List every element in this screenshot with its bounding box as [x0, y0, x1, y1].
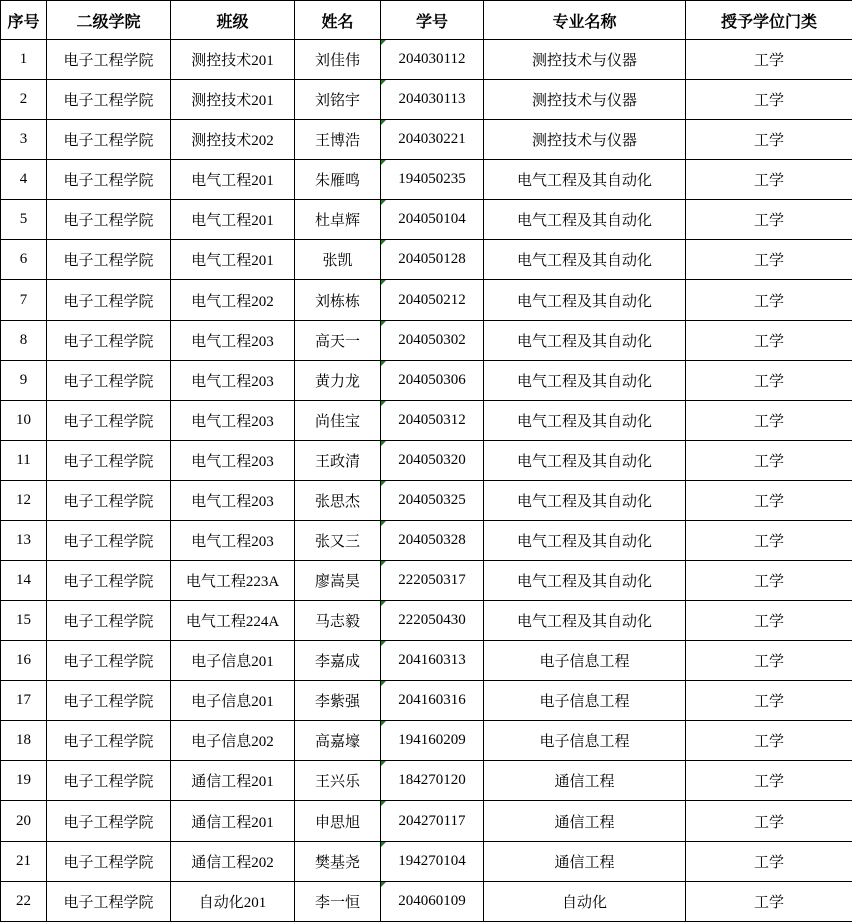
cell-class[interactable]: 电气工程201 — [171, 160, 295, 200]
number-stored-as-text-indicator-icon — [381, 321, 386, 326]
cell-index[interactable]: 17 — [1, 681, 47, 721]
cell-major[interactable]: 电气工程及其自动化 — [484, 440, 686, 480]
cell-name[interactable]: 廖嵩昊 — [295, 561, 381, 601]
header-cell-class[interactable]: 班级 — [171, 1, 295, 40]
cell-degree[interactable]: 工学 — [686, 561, 852, 601]
number-stored-as-text-indicator-icon — [381, 721, 386, 726]
cell-degree[interactable]: 工学 — [686, 200, 852, 240]
cell-name[interactable]: 尚佳宝 — [295, 400, 381, 440]
table-row — [1, 480, 852, 520]
cell-college[interactable]: 电子工程学院 — [47, 320, 171, 360]
cell-class[interactable]: 电气工程201 — [171, 200, 295, 240]
cell-degree[interactable]: 工学 — [686, 40, 852, 80]
table-row — [1, 40, 852, 80]
cell-index[interactable]: 3 — [1, 120, 47, 160]
cell-major[interactable]: 电气工程及其自动化 — [484, 320, 686, 360]
cell-name[interactable]: 李嘉成 — [295, 641, 381, 681]
cell-class[interactable]: 电子信息201 — [171, 641, 295, 681]
cell-student_id[interactable]: 222050430 — [381, 601, 484, 641]
cell-index[interactable]: 7 — [1, 280, 47, 320]
cell-index[interactable]: 1 — [1, 40, 47, 80]
cell-index[interactable]: 21 — [1, 841, 47, 881]
cell-college[interactable]: 电子工程学院 — [47, 761, 171, 801]
cell-name[interactable]: 王博浩 — [295, 120, 381, 160]
cell-degree[interactable]: 工学 — [686, 881, 852, 921]
number-stored-as-text-indicator-icon — [381, 240, 386, 245]
cell-name[interactable]: 樊基尧 — [295, 841, 381, 881]
cell-major[interactable]: 电气工程及其自动化 — [484, 160, 686, 200]
cell-student_id[interactable]: 222050317 — [381, 561, 484, 601]
cell-degree[interactable]: 工学 — [686, 160, 852, 200]
cell-student_id[interactable]: 194270104 — [381, 841, 484, 881]
cell-index[interactable]: 5 — [1, 200, 47, 240]
cell-major[interactable]: 电气工程及其自动化 — [484, 561, 686, 601]
cell-major[interactable]: 测控技术与仪器 — [484, 80, 686, 120]
cell-student_id[interactable]: 204030221 — [381, 120, 484, 160]
cell-degree[interactable]: 工学 — [686, 320, 852, 360]
table-row — [1, 120, 852, 160]
table-row — [1, 240, 852, 280]
cell-major[interactable]: 电气工程及其自动化 — [484, 200, 686, 240]
cell-class[interactable]: 电气工程223A — [171, 561, 295, 601]
cell-index[interactable]: 15 — [1, 601, 47, 641]
cell-class[interactable]: 测控技术201 — [171, 40, 295, 80]
cell-class[interactable]: 电子信息201 — [171, 681, 295, 721]
cell-degree[interactable]: 工学 — [686, 520, 852, 560]
cell-name[interactable]: 黄力龙 — [295, 360, 381, 400]
cell-name[interactable]: 高天一 — [295, 320, 381, 360]
table-row — [1, 440, 852, 480]
cell-degree[interactable]: 工学 — [686, 601, 852, 641]
cell-college[interactable]: 电子工程学院 — [47, 841, 171, 881]
number-stored-as-text-indicator-icon — [381, 801, 386, 806]
header-cell-name[interactable]: 姓名 — [295, 1, 381, 40]
cell-major[interactable]: 电子信息工程 — [484, 681, 686, 721]
cell-student_id[interactable]: 204160313 — [381, 641, 484, 681]
table-row — [1, 200, 852, 240]
header-cell-degree[interactable]: 授予学位门类 — [686, 1, 852, 40]
cell-name[interactable]: 李紫强 — [295, 681, 381, 721]
cell-college[interactable]: 电子工程学院 — [47, 681, 171, 721]
table-row — [1, 681, 852, 721]
cell-class[interactable]: 电子信息202 — [171, 721, 295, 761]
cell-student_id[interactable]: 204050320 — [381, 440, 484, 480]
cell-index[interactable]: 18 — [1, 721, 47, 761]
table-row — [1, 761, 852, 801]
cell-index[interactable]: 12 — [1, 480, 47, 520]
cell-college[interactable]: 电子工程学院 — [47, 440, 171, 480]
cell-index[interactable]: 20 — [1, 801, 47, 841]
cell-major[interactable]: 电气工程及其自动化 — [484, 520, 686, 560]
table-row — [1, 360, 852, 400]
number-stored-as-text-indicator-icon — [381, 280, 386, 285]
cell-name[interactable]: 高嘉壕 — [295, 721, 381, 761]
cell-college[interactable]: 电子工程学院 — [47, 40, 171, 80]
number-stored-as-text-indicator-icon — [381, 882, 386, 887]
table-row — [1, 721, 852, 761]
cell-index[interactable]: 10 — [1, 400, 47, 440]
table-row — [1, 80, 852, 120]
cell-class[interactable]: 电气工程203 — [171, 440, 295, 480]
cell-student_id[interactable]: 184270120 — [381, 761, 484, 801]
cell-degree[interactable]: 工学 — [686, 801, 852, 841]
table-row — [1, 841, 852, 881]
table-body — [1, 40, 852, 922]
cell-index[interactable]: 13 — [1, 520, 47, 560]
cell-college[interactable]: 电子工程学院 — [47, 280, 171, 320]
header-cell-index[interactable]: 序号 — [1, 1, 47, 40]
cell-class[interactable]: 电气工程203 — [171, 360, 295, 400]
table-row — [1, 280, 852, 320]
cell-major[interactable]: 电子信息工程 — [484, 721, 686, 761]
cell-student_id[interactable]: 204050128 — [381, 240, 484, 280]
cell-student_id[interactable]: 204030113 — [381, 80, 484, 120]
cell-name[interactable]: 刘栋栋 — [295, 280, 381, 320]
cell-major[interactable]: 测控技术与仪器 — [484, 120, 686, 160]
number-stored-as-text-indicator-icon — [381, 481, 386, 486]
cell-college[interactable]: 电子工程学院 — [47, 641, 171, 681]
cell-degree[interactable]: 工学 — [686, 761, 852, 801]
cell-class[interactable]: 电气工程201 — [171, 240, 295, 280]
cell-index[interactable]: 19 — [1, 761, 47, 801]
cell-student_id[interactable]: 204050104 — [381, 200, 484, 240]
table-row — [1, 801, 852, 841]
table-row — [1, 160, 852, 200]
cell-degree[interactable]: 工学 — [686, 721, 852, 761]
table-row — [1, 881, 852, 921]
cell-college[interactable]: 电子工程学院 — [47, 480, 171, 520]
cell-class[interactable]: 通信工程201 — [171, 801, 295, 841]
cell-class[interactable]: 电气工程202 — [171, 280, 295, 320]
cell-college[interactable]: 电子工程学院 — [47, 200, 171, 240]
cell-index[interactable]: 14 — [1, 561, 47, 601]
cell-index[interactable]: 22 — [1, 881, 47, 921]
cell-student_id[interactable]: 204050306 — [381, 360, 484, 400]
cell-degree[interactable]: 工学 — [686, 681, 852, 721]
number-stored-as-text-indicator-icon — [381, 842, 386, 847]
cell-degree[interactable]: 工学 — [686, 641, 852, 681]
cell-degree[interactable]: 工学 — [686, 360, 852, 400]
cell-index[interactable]: 4 — [1, 160, 47, 200]
cell-student_id[interactable]: 204030112 — [381, 40, 484, 80]
cell-student_id[interactable]: 204270117 — [381, 801, 484, 841]
cell-degree[interactable]: 工学 — [686, 440, 852, 480]
cell-major[interactable]: 通信工程 — [484, 801, 686, 841]
cell-index[interactable]: 11 — [1, 440, 47, 480]
table-row — [1, 320, 852, 360]
cell-name[interactable]: 杜卓辉 — [295, 200, 381, 240]
cell-index[interactable]: 2 — [1, 80, 47, 120]
cell-class[interactable]: 通信工程202 — [171, 841, 295, 881]
cell-name[interactable]: 刘铭宇 — [295, 80, 381, 120]
number-stored-as-text-indicator-icon — [381, 681, 386, 686]
cell-name[interactable]: 李一恒 — [295, 881, 381, 921]
cell-college[interactable]: 电子工程学院 — [47, 561, 171, 601]
cell-college[interactable]: 电子工程学院 — [47, 520, 171, 560]
cell-class[interactable]: 测控技术201 — [171, 80, 295, 120]
cell-class[interactable]: 通信工程201 — [171, 761, 295, 801]
table-row — [1, 400, 852, 440]
cell-degree[interactable]: 工学 — [686, 240, 852, 280]
cell-degree[interactable]: 工学 — [686, 80, 852, 120]
cell-name[interactable]: 王兴乐 — [295, 761, 381, 801]
header-cell-major[interactable]: 专业名称 — [484, 1, 686, 40]
cell-student_id[interactable]: 194050235 — [381, 160, 484, 200]
number-stored-as-text-indicator-icon — [381, 561, 386, 566]
cell-student_id[interactable]: 194160209 — [381, 721, 484, 761]
cell-student_id[interactable]: 204160316 — [381, 681, 484, 721]
number-stored-as-text-indicator-icon — [381, 80, 386, 85]
cell-name[interactable]: 朱雁鸣 — [295, 160, 381, 200]
cell-name[interactable]: 刘佳伟 — [295, 40, 381, 80]
number-stored-as-text-indicator-icon — [381, 200, 386, 205]
cell-class[interactable]: 电气工程203 — [171, 320, 295, 360]
cell-college[interactable]: 电子工程学院 — [47, 881, 171, 921]
cell-major[interactable]: 自动化 — [484, 881, 686, 921]
table-row — [1, 520, 852, 560]
cell-student_id[interactable]: 204050312 — [381, 400, 484, 440]
header-row — [1, 1, 852, 40]
cell-student_id[interactable]: 204060109 — [381, 881, 484, 921]
cell-name[interactable]: 申思旭 — [295, 801, 381, 841]
table-row — [1, 561, 852, 601]
cell-college[interactable]: 电子工程学院 — [47, 601, 171, 641]
cell-index[interactable]: 6 — [1, 240, 47, 280]
cell-name[interactable]: 王政清 — [295, 440, 381, 480]
number-stored-as-text-indicator-icon — [381, 601, 386, 606]
cell-student_id[interactable]: 204050325 — [381, 480, 484, 520]
header-cell-college[interactable]: 二级学院 — [47, 1, 171, 40]
cell-student_id[interactable]: 204050302 — [381, 320, 484, 360]
cell-degree[interactable]: 工学 — [686, 120, 852, 160]
cell-student_id[interactable]: 204050328 — [381, 520, 484, 560]
cell-name[interactable]: 张又三 — [295, 520, 381, 560]
cell-class[interactable]: 电气工程224A — [171, 601, 295, 641]
cell-major[interactable]: 通信工程 — [484, 761, 686, 801]
cell-major[interactable]: 电气工程及其自动化 — [484, 280, 686, 320]
cell-name[interactable]: 张凯 — [295, 240, 381, 280]
cell-major[interactable]: 测控技术与仪器 — [484, 40, 686, 80]
cell-college[interactable]: 电子工程学院 — [47, 120, 171, 160]
cell-college[interactable]: 电子工程学院 — [47, 240, 171, 280]
cell-class[interactable]: 自动化201 — [171, 881, 295, 921]
cell-name[interactable]: 张思杰 — [295, 480, 381, 520]
cell-major[interactable]: 电气工程及其自动化 — [484, 480, 686, 520]
cell-major[interactable]: 电子信息工程 — [484, 641, 686, 681]
number-stored-as-text-indicator-icon — [381, 160, 386, 165]
number-stored-as-text-indicator-icon — [381, 761, 386, 766]
cell-degree[interactable]: 工学 — [686, 841, 852, 881]
cell-class[interactable]: 电气工程203 — [171, 480, 295, 520]
cell-class[interactable]: 测控技术202 — [171, 120, 295, 160]
cell-class[interactable]: 电气工程203 — [171, 520, 295, 560]
cell-college[interactable]: 电子工程学院 — [47, 721, 171, 761]
cell-college[interactable]: 电子工程学院 — [47, 80, 171, 120]
cell-degree[interactable]: 工学 — [686, 280, 852, 320]
cell-college[interactable]: 电子工程学院 — [47, 801, 171, 841]
cell-class[interactable]: 电气工程203 — [171, 400, 295, 440]
cell-index[interactable]: 9 — [1, 360, 47, 400]
cell-college[interactable]: 电子工程学院 — [47, 360, 171, 400]
cell-major[interactable]: 通信工程 — [484, 841, 686, 881]
number-stored-as-text-indicator-icon — [381, 120, 386, 125]
cell-major[interactable]: 电气工程及其自动化 — [484, 601, 686, 641]
table-row — [1, 601, 852, 641]
cell-index[interactable]: 8 — [1, 320, 47, 360]
header-cell-student-id[interactable]: 学号 — [381, 1, 484, 40]
number-stored-as-text-indicator-icon — [381, 361, 386, 366]
cell-college[interactable]: 电子工程学院 — [47, 160, 171, 200]
cell-degree[interactable]: 工学 — [686, 400, 852, 440]
cell-degree[interactable]: 工学 — [686, 480, 852, 520]
table-row — [1, 641, 852, 681]
number-stored-as-text-indicator-icon — [381, 641, 386, 646]
cell-major[interactable]: 电气工程及其自动化 — [484, 240, 686, 280]
cell-major[interactable]: 电气工程及其自动化 — [484, 400, 686, 440]
number-stored-as-text-indicator-icon — [381, 441, 386, 446]
cell-index[interactable]: 16 — [1, 641, 47, 681]
number-stored-as-text-indicator-icon — [381, 40, 386, 45]
number-stored-as-text-indicator-icon — [381, 521, 386, 526]
cell-name[interactable]: 马志毅 — [295, 601, 381, 641]
cell-college[interactable]: 电子工程学院 — [47, 400, 171, 440]
cell-major[interactable]: 电气工程及其自动化 — [484, 360, 686, 400]
cell-student_id[interactable]: 204050212 — [381, 280, 484, 320]
number-stored-as-text-indicator-icon — [381, 401, 386, 406]
